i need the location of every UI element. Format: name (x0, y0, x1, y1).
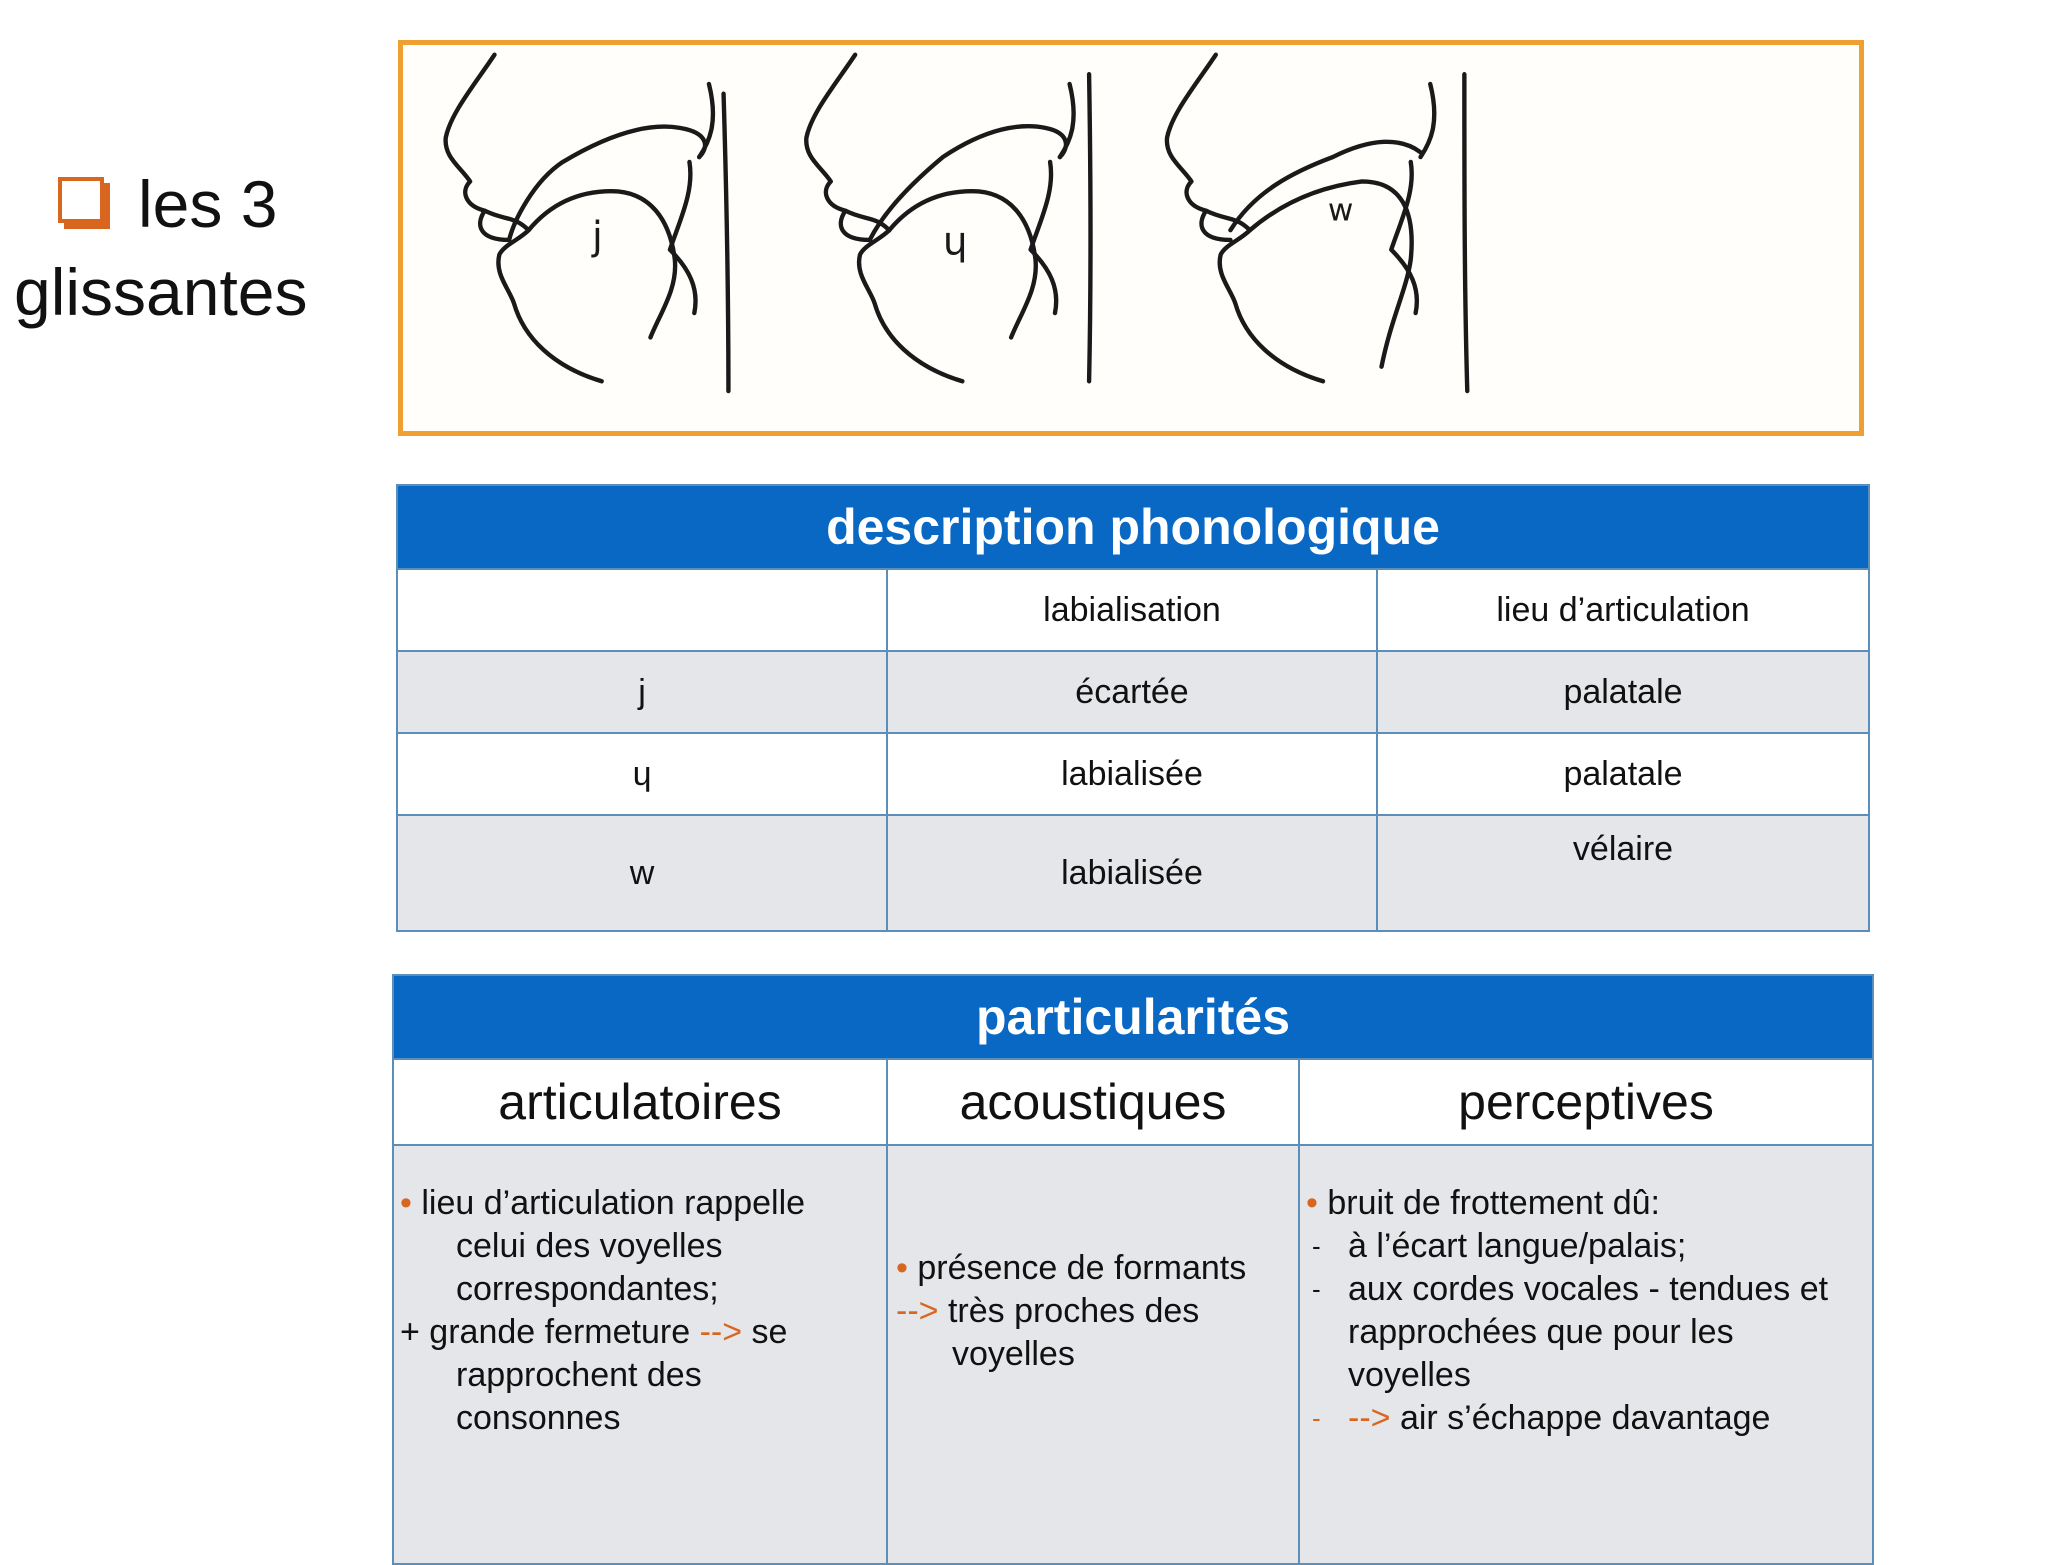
labialisation-cell: écartée (887, 651, 1377, 733)
text-line: aux cordes vocales - tendues et (1348, 1270, 1829, 1308)
articulatoires-cell (393, 1145, 887, 1564)
text-line: rapprochent des (456, 1356, 702, 1394)
column-header-labialisation: labialisation (887, 569, 1377, 651)
text-fragment: se (742, 1313, 788, 1351)
table-row (397, 651, 1869, 733)
text-line: à l’écart langue/palais; (1348, 1227, 1687, 1265)
vocal-tract-profile-w (1167, 55, 1467, 391)
phonology-table-header: description phonologique (397, 485, 1869, 569)
phonology-table (396, 484, 1870, 932)
articulation-illustration (398, 40, 1864, 436)
slide-title (14, 160, 354, 336)
text-fragment: très proches des (938, 1292, 1200, 1330)
symbol-cell: w (397, 815, 887, 931)
perceptives-cell (1299, 1145, 1873, 1564)
title-line2: glissantes (14, 255, 308, 329)
lieu-cell: vélaire (1377, 815, 1869, 931)
particularites-table (392, 974, 1874, 1565)
illustration-label-j: j (591, 214, 603, 260)
column-header-lieu: lieu d’articulation (1377, 569, 1869, 651)
text-line: celui des voyelles (456, 1227, 723, 1265)
vocal-tract-profile-hw (806, 55, 1090, 382)
column-header-perceptives: perceptives (1299, 1059, 1873, 1145)
dash-bullet: - (1312, 1231, 1321, 1261)
text-line: consonnes (456, 1399, 621, 1437)
column-header-acoustiques: acoustiques (887, 1059, 1299, 1145)
text-line: rapprochées que pour les (1348, 1313, 1734, 1351)
table-row (397, 733, 1869, 815)
dash-bullet: - (1312, 1274, 1321, 1304)
vocal-tract-profile-j (446, 55, 729, 391)
labialisation-cell: labialisée (887, 815, 1377, 931)
bullet-icon: • (896, 1249, 908, 1287)
acoustiques-cell (887, 1145, 1299, 1564)
text-line: lieu d’articulation rappelle (421, 1184, 806, 1222)
table-row (397, 815, 1869, 931)
dash-bullet: - (1312, 1403, 1321, 1433)
text-fragment: + grande fermeture (400, 1313, 700, 1351)
text-line: correspondantes; (456, 1270, 719, 1308)
text-line: voyelles (1348, 1356, 1471, 1394)
checkbox-bullet-icon (58, 177, 104, 223)
symbol-cell: ɥ (397, 733, 887, 815)
labialisation-cell: labialisée (887, 733, 1377, 815)
lieu-cell: palatale (1377, 651, 1869, 733)
arrow-text: --> (699, 1313, 743, 1351)
text-line: présence de formants (917, 1249, 1247, 1287)
column-header-empty (397, 569, 887, 651)
illustration-label-hw: ɥ (942, 219, 968, 265)
text-line: bruit de frottement dû: (1327, 1184, 1660, 1222)
column-header-articulatoires: articulatoires (393, 1059, 887, 1145)
particularites-table-header: particularités (393, 975, 1873, 1059)
illustration-label-w: w (1327, 192, 1354, 229)
title-line1: les 3 (138, 167, 278, 241)
arrow-text: --> (1348, 1399, 1391, 1437)
lieu-cell: palatale (1377, 733, 1869, 815)
arrow-text: --> (896, 1292, 939, 1330)
text-fragment: air s’échappe davantage (1390, 1399, 1771, 1437)
bullet-icon: • (1306, 1184, 1318, 1222)
text-line: voyelles (952, 1335, 1075, 1373)
bullet-icon: • (400, 1184, 412, 1222)
symbol-cell: j (397, 651, 887, 733)
